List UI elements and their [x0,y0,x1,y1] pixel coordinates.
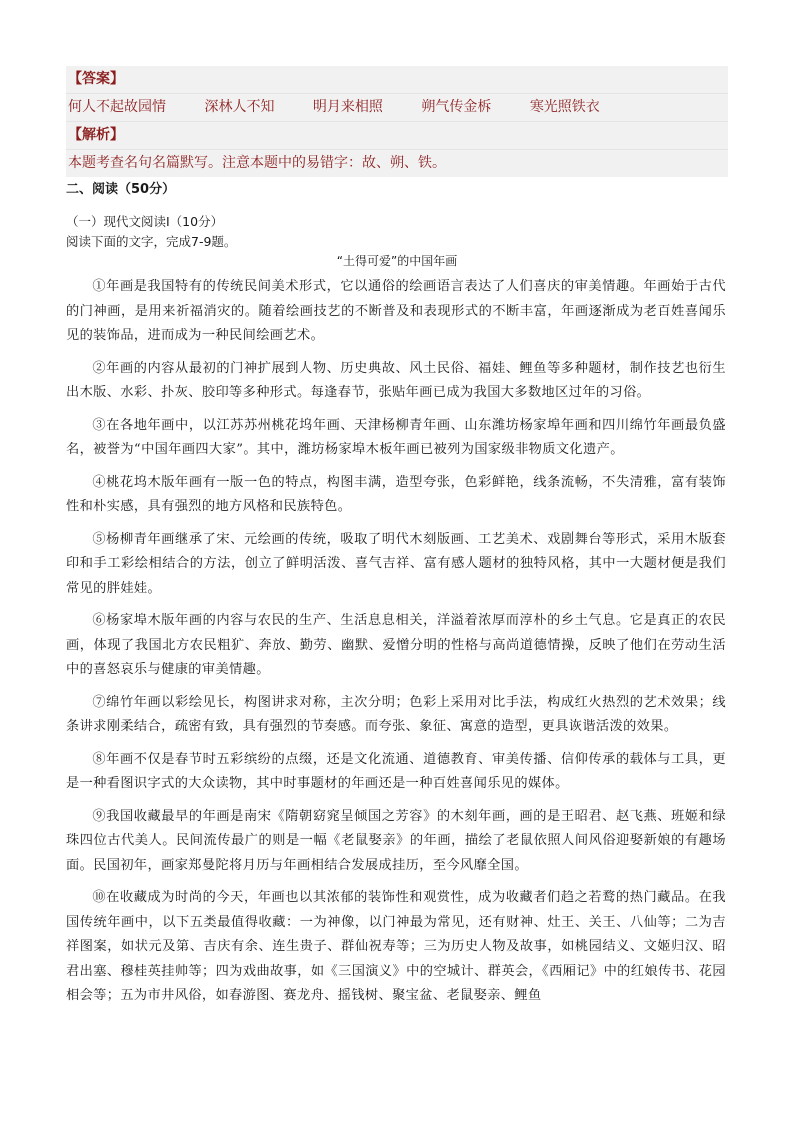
paragraph: ⑥杨家埠木版年画的内容与农民的生产、生活息息相关，洋溢着浓厚而淳朴的乡土气息。它是真正的农民画，体现了我国北方农民粗犷、奔放、勤劳、幽默、爱憎分明的性格与高尚道德情操，反映了他们在劳动生活中的喜怒哀乐与健康的审美情趣。 [66,613,726,677]
paragraph: ⑨我国收藏最早的年画是南宋《隋朝窈窕呈倾国之芳容》的木刻年画，画的是王昭君、赵飞燕、班姬和绿珠四位古代美人。民间流传最广的则是一幅《老鼠娶亲》的年画，描绘了老鼠依照人间风俗迎娶新娘的有趣场面。民国初年，画家郑曼陀将月历与年画相结合发展成挂历，至今风靡全国。 [66,808,726,873]
paragraph: ①年画是我国特有的传统民间美术形式，它以通俗的绘画语言表达了人们喜庆的审美情趣。年画始于古代的门神画，是用来祈福消灾的。随着绘画技艺的不断普及和表现形式的不断丰富，年画逐渐成为老百姓喜闻乐见的装饰品，进而成为一种民间绘画艺术。 [66,279,726,343]
analysis-label: 【解析】 [66,122,728,150]
answer-items-row [66,94,728,122]
paragraph: ⑩在收藏成为时尚的今天，年画也以其浓郁的装饰性和观赏性，成为收藏者们趋之若鹜的热门藏品。在我国传统年画中，以下五类最值得收藏：一为神像，以门神最为常见，还有财神、灶王、关王、八仙等；二为吉祥图案，如状元及第、吉庆有余、连生贵子、群仙祝寿等；三为历史人物及故事，如桃园结义、文姬归汉、昭君出塞、穆桂英挂帅等；四为戏曲故事，如《三国演义》中的空城计、群英会，《西厢记》中的红娘传书、花园相会等；五为市井风俗，如春游图、赛龙舟、摇钱树、聚宝盆、老鼠娶亲、鲤鱼 [66,890,726,1003]
paragraph: ⑧年画不仅是春节时五彩缤纷的点缀，还是文化流通、道德教育、审美传播、信仰传承的载体与工具，更是一种看图识字式的大众读物，其中时事题材的年画还是一种百姓喜闻乐见的媒体。 [66,751,726,791]
paragraph: ⑦绵竹年画以彩绘见长，构图讲求对称，主次分明；色彩上采用对比手法，构成红火热烈的艺术效果；线条讲求刚柔结合，疏密有致，具有强烈的节奏感。而夸张、象征、寓意的造型，更具诙谐活泼的效果。 [66,694,726,734]
answer-item: 深林人不知 [204,99,275,115]
article-body [66,275,726,1017]
answer-box [66,66,728,177]
paragraph: ⑤杨柳青年画继承了宋、元绘画的传统，吸取了明代木刻版画、工艺美术、戏剧舞台等形式，采用木版套印和手工彩绘相结合的方法，创立了鲜明活泼、喜气吉祥、富有感人题材的独特风格，其中一大题材便是我们常见的胖娃娃。 [66,531,726,596]
answer-item: 朔气传金柝 [421,99,492,115]
article-title: “土得可爱”的中国年画 [336,254,458,268]
subsection-heading: （一）现代文阅读Ⅰ（10分） [66,214,224,229]
answer-label: 【答案】 [66,66,728,94]
reading-instruction: 阅读下面的文字，完成7-9题。 [66,234,237,249]
paragraph: ③在各地年画中，以江苏苏州桃花坞年画、天津杨柳青年画、山东潍坊杨家埠年画和四川绵竹年画最负盛名，被誉为“中国年画四大家”。其中，潍坊杨家埠木板年画已被列为国家级非物质文化遗产。 [66,417,726,457]
section-heading: 二、阅读（50分） [66,182,176,197]
analysis-text: 本题考查名句名篇默写。注意本题中的易错字：故、朔、铁。 [68,155,446,171]
answer-item: 何人不起故园情 [68,99,166,115]
answer-item: 明月来相照 [312,99,383,115]
answer-item: 寒光照铁衣 [529,99,600,115]
paragraph: ②年画的内容从最初的门神扩展到人物、历史典故、风土民俗、福娃、鲤鱼等多种题材，制作技艺也衍生出木版、水彩、扑灰、胶印等多种形式。每逢春节，张贴年画已成为我国大多数地区过年的习俗。 [66,360,726,400]
paragraph: ④桃花坞木版年画有一版一色的特点，构图丰满，造型夸张，色彩鲜艳，线条流畅，不失清雅，富有装饰性和朴实感，具有强烈的地方风格和民族特色。 [66,474,726,514]
